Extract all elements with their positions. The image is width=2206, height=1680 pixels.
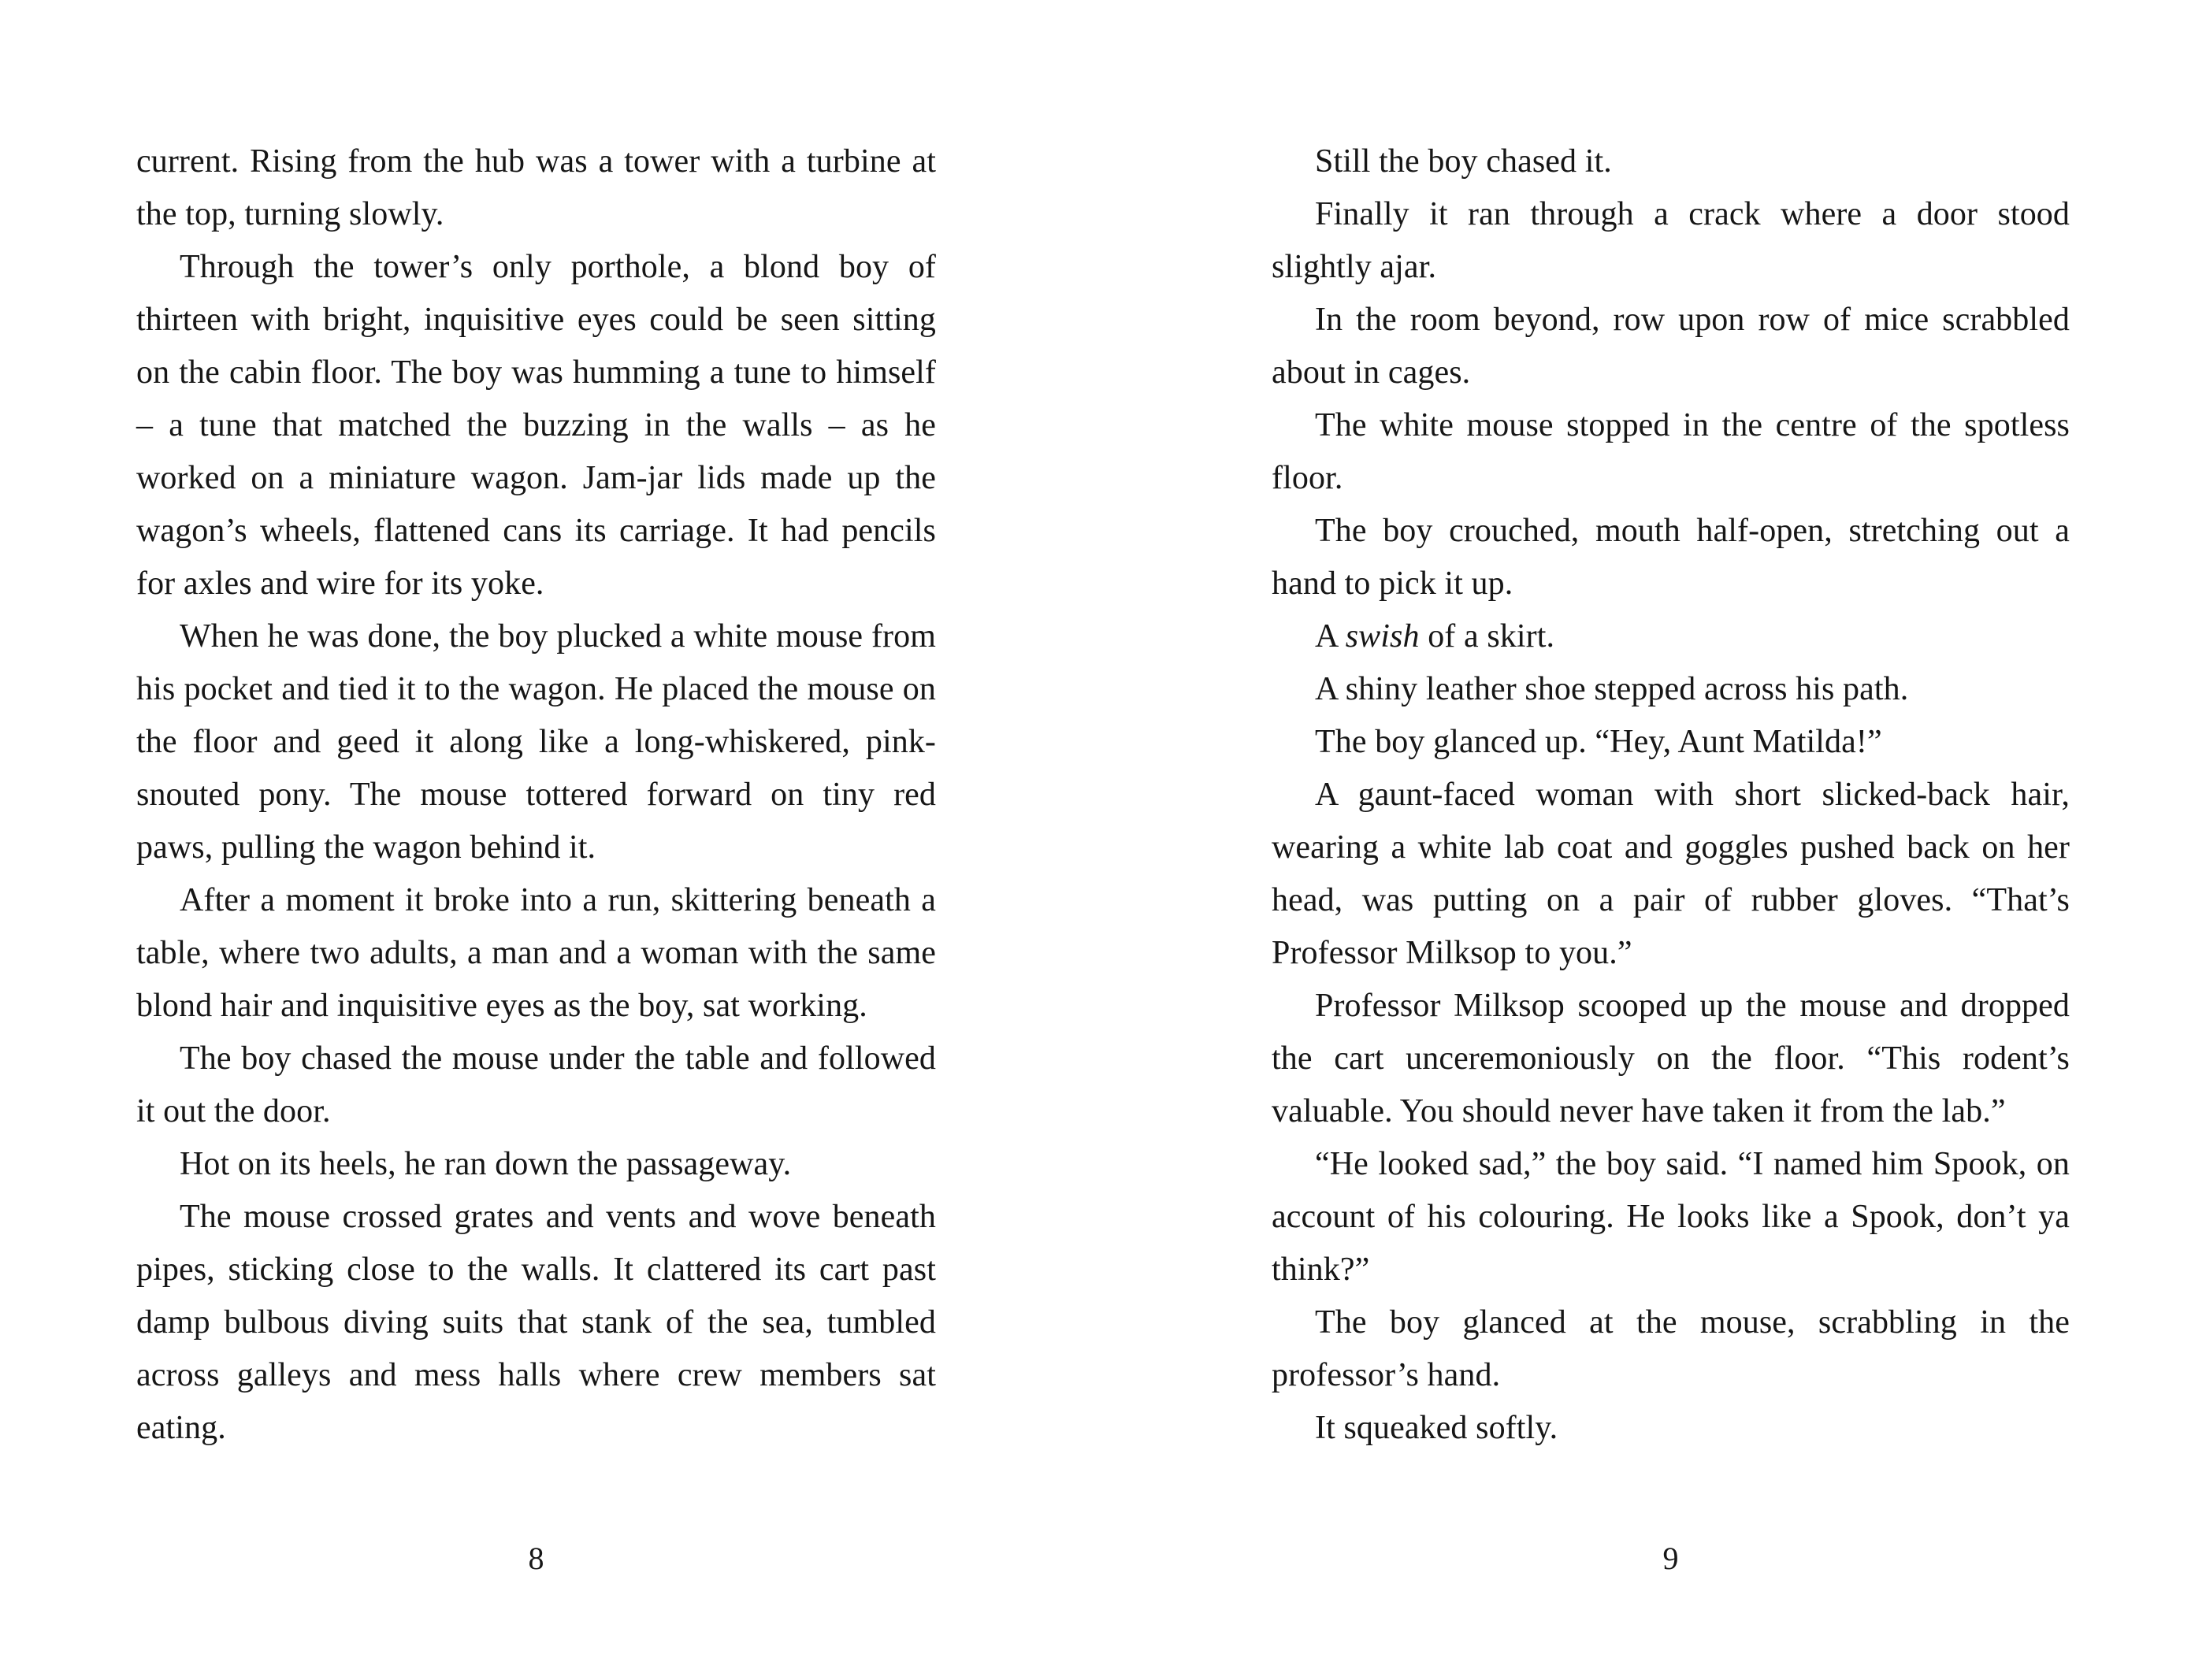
paragraph [1272,135,2070,188]
paragraph-text: The boy glanced at the mouse, scrabbling in the professor’s hand. [1272,1304,2070,1393]
paragraph [1272,980,2070,1138]
paragraph [136,241,936,610]
paragraph-text: of a skirt. [1419,618,1555,655]
paragraph [1272,769,2070,980]
paragraph [1272,1138,2070,1296]
page-right [1103,0,2206,1680]
paragraph [1272,663,2070,716]
paragraph-text: A gaunt-faced woman with short slicked-back hair, wearing a white lab coat and goggles pushed back on her head, was putting on a pair of rubber gloves. “That’s Professor Milksop to you.” [1272,777,2070,971]
page-left-text [136,135,936,1455]
paragraph-text: Hot on its heels, he ran down the passageway. [180,1146,792,1182]
paragraph-text: A shiny leather shoe stepped across his path. [1315,671,1909,707]
paragraph-text: The mouse crossed grates and vents and wove beneath pipes, sticking close to the walls. It clattered its cart past damp bulbous diving suits that stank of the sea, tumbled across galleys and mess halls where crew members sat eating. [136,1199,936,1446]
paragraph [136,1033,936,1138]
paragraph-text-italic: swish [1345,618,1420,655]
page-right-number: 9 [1662,1541,1679,1576]
paragraph-text: When he was done, the boy plucked a white mouse from his pocket and tied it to the wagon. He placed the mouse on the floor and geed it along like a long-whiskered, pink-snouted pony. The mouse tottered forward on tiny red paws, pulling the wagon behind it. [136,618,936,866]
paragraph [1272,294,2070,399]
paragraph [1272,1296,2070,1402]
paragraph [136,1138,936,1191]
paragraph [1272,1402,2070,1455]
paragraph-text: It squeaked softly. [1315,1410,1558,1446]
paragraph-text: current. Rising from the hub was a tower with a turbine at the top, turning slowly. [136,143,936,232]
paragraph-text: Still the boy chased it. [1315,143,1612,180]
paragraph-text: The boy chased the mouse under the table and followed it out the door. [136,1040,936,1129]
paragraph-text: “He looked sad,” the boy said. “I named him Spook, on account of his colouring. He looks like a Spook, don’t ya think?” [1272,1146,2070,1288]
paragraph-text: The white mouse stopped in the centre of the spotless floor. [1272,407,2070,496]
paragraph [1272,188,2070,294]
paragraph-text: The boy crouched, mouth half-open, stretching out a hand to pick it up. [1272,513,2070,602]
paragraph [1272,399,2070,505]
paragraph-text: The boy glanced up. “Hey, Aunt Matilda!” [1315,724,1882,760]
paragraph [1272,716,2070,769]
paragraph [136,1191,936,1455]
paragraph [136,610,936,874]
page-right-text [1272,135,2070,1455]
paragraph-text: Professor Milksop scooped up the mouse and dropped the cart unceremoniously on the floor. “This rodent’s valuable. You should never have taken it from the lab.” [1272,988,2070,1129]
paragraph [136,135,936,241]
page-left-number: 8 [528,1541,544,1576]
paragraph-text: Finally it ran through a crack where a door stood slightly ajar. [1272,196,2070,285]
paragraph [136,874,936,1033]
paragraph [1272,610,2070,663]
paragraph-text: After a moment it broke into a run, skittering beneath a table, where two adults, a man and a woman with the same blond hair and inquisitive eyes as the boy, sat working. [136,882,936,1024]
paragraph [1272,505,2070,610]
paragraph-text: Through the tower’s only porthole, a blond boy of thirteen with bright, inquisitive eyes could be seen sitting on the cabin floor. The boy was humming a tune to himself – a tune that matched the buzzing in the walls – as he worked on a miniature wagon. Jam-jar lids made up the wagon’s wheels, flattened cans its carriage. It had pencils for axles and wire for its yoke. [136,249,936,602]
paragraph-text: In the room beyond, row upon row of mice scrabbled about in cages. [1272,302,2070,391]
paragraph-text: A [1315,618,1346,655]
